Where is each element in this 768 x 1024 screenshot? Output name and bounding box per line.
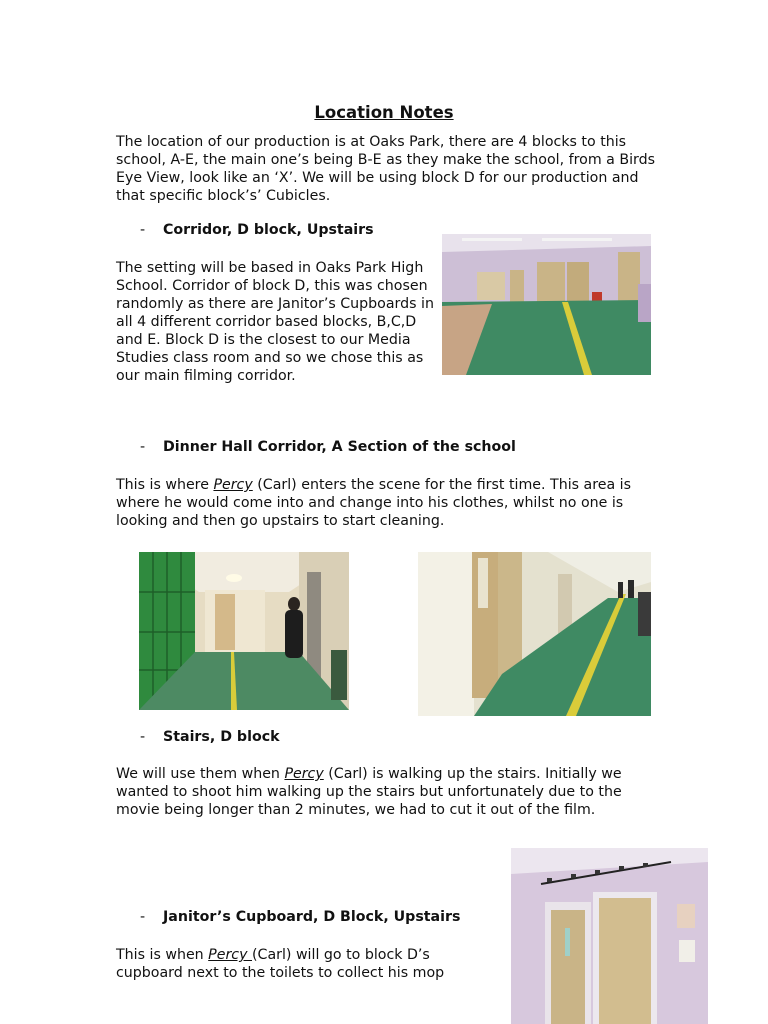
photo-upstairs-corridor — [442, 234, 651, 375]
body-text: (Carl) enters the scene for the first time. This area is where he would come into and change into his clothes, whilst no one is looking and then go upstairs to start cleaning. — [116, 477, 632, 529]
heading-text: Stairs, D block — [163, 729, 280, 745]
page-title: Location Notes — [314, 103, 454, 123]
body-text: (Carl) will go to block D’s cupboard next to the toilets to collect his mop — [116, 947, 445, 981]
bullet-dash: - — [140, 222, 146, 238]
bullet-dash: - — [140, 909, 146, 925]
body-text: (Carl) is walking up the stairs. Initially we wanted to shoot him walking up the stairs but unfortunately due to the movie being longer than 2 minutes, we had to cut it out of the film. — [116, 766, 622, 818]
section-heading-dinner-hall — [140, 439, 516, 455]
section-body-corridor: The setting will be based in Oaks Park High School. Corridor of block D, this was chosen randomly as there are Janitor’s Cupboards in all 4 different corridor based blocks, B,C,D and E. Block D is the closest to our Media Studies class room and so we chose this as our main filming corridor. — [116, 260, 434, 384]
bullet-dash: - — [140, 729, 146, 745]
photo-locker-corridor — [139, 552, 349, 710]
character-name: Percy — [284, 766, 324, 782]
body-text: This is where — [116, 477, 214, 493]
photo-dinner-hall-corridor — [418, 552, 651, 716]
character-name: Percy — [213, 477, 253, 493]
section-body-janitor-cupboard — [116, 946, 488, 982]
section-body-dinner-hall — [116, 476, 646, 530]
body-text: This is when — [116, 947, 209, 963]
body-text: We will use them when — [116, 766, 285, 782]
heading-text: Janitor’s Cupboard, D Block, Upstairs — [163, 909, 461, 925]
heading-text: Dinner Hall Corridor, A Section of the school — [163, 439, 516, 455]
bullet-dash: - — [140, 439, 146, 455]
section-heading-corridor — [140, 222, 374, 238]
heading-text: Corridor, D block, Upstairs — [163, 222, 374, 238]
section-body-stairs — [116, 765, 656, 819]
photo-janitor-cupboard — [511, 848, 708, 1024]
section-heading-janitor-cupboard — [140, 909, 460, 925]
intro-paragraph: The location of our production is at Oaks Park, there are 4 blocks to this school, A-E, the main one’s being B-E as they make the school, from a Birds Eye View, look like an ‘X’. We will be using block D for our production and that specific block’s’ Cubicles. — [116, 134, 656, 204]
character-name: Percy — [208, 947, 252, 963]
section-heading-stairs — [140, 729, 280, 745]
